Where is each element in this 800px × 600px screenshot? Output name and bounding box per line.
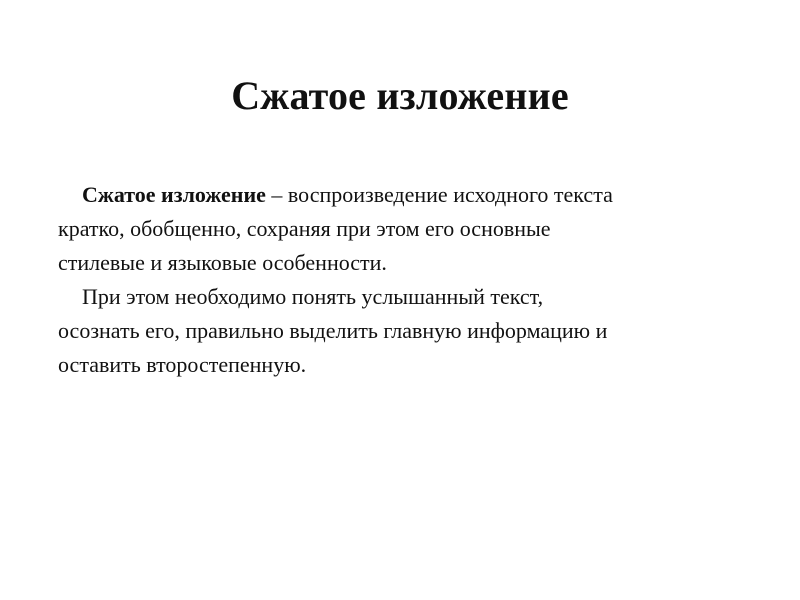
explanation-paragraph: При этом необходимо понять услышанный текст, осознать его, правильно выделить главную информацию и оставить второстепенную. xyxy=(58,284,608,377)
definition-paragraph xyxy=(58,178,758,280)
slide-title: Сжатое изложение xyxy=(231,73,569,118)
slide-body xyxy=(58,178,758,382)
definition-term: Сжатое изложение xyxy=(82,182,266,207)
definition-text: – воспроизведение исходного текста кратко, обобщенно, сохраняя при этом его основные стилевые и языковые особенности. xyxy=(58,182,613,275)
